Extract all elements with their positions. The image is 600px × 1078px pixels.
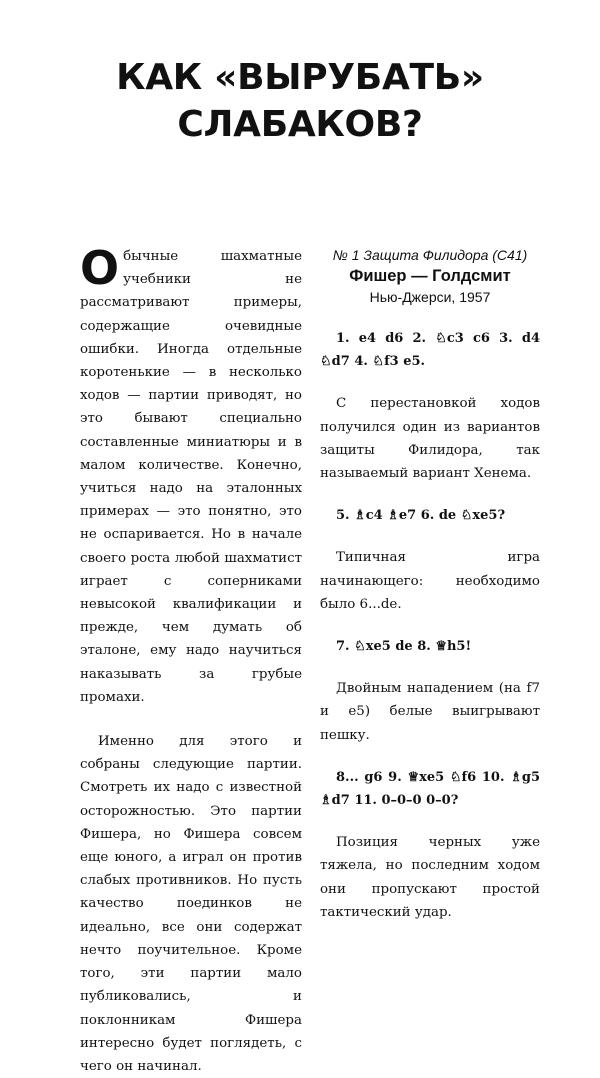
- game-opening: № 1 Защита Филидора (С41): [332, 247, 528, 263]
- chapter-title-line-1: КАК «ВЫРУБАТЬ»: [116, 57, 484, 98]
- moves-block-3: 7. ♘xe5 de 8. ♕h5!: [336, 639, 472, 655]
- game-header: [320, 245, 540, 307]
- comment-block-4: Позиция черных уже тяжела, но последним ходом они пропускают простой тактический удар.: [320, 835, 540, 920]
- game-place: Нью-Джерси, 1957: [369, 289, 491, 305]
- intro-column: [80, 241, 302, 1078]
- comment-block-3: Двойным нападением (на f7 и e5) белые выигрывают пешку.: [320, 681, 540, 743]
- game-column: [320, 245, 540, 924]
- game-players: Фишер — Голдсмит: [349, 267, 511, 285]
- chapter-title: [0, 54, 600, 148]
- intro-paragraph-2: Именно для этого и собраны следующие партии. Смотреть их надо с известной осторожностью. Это партии Фишера, но Фишера совсем еще юного, а играл он против слабых противников. Но пусть качество поединков не идеально, все они содержат нечто поучительное. Кроме того, эти партии мало публиковались, и поклонникам Фишера интересно будет поглядеть, с чего он начинал.: [80, 734, 302, 1074]
- moves-block-2: 5. ♗c4 ♗e7 6. de ♘xe5?: [336, 508, 506, 524]
- drop-cap: О: [80, 241, 120, 295]
- moves-block-4: 8... g6 9. ♕xe5 ♘f6 10. ♗g5 ♗d7 11. 0–0–0 0–0?: [320, 769, 540, 809]
- comment-block-2: Типичная игра начинающего: необходимо было 6...de.: [320, 550, 540, 612]
- chapter-title-line-2: СЛАБАКОВ?: [177, 104, 423, 145]
- comment-block-1: С перестановкой ходов получился один из вариантов защиты Филидора, так называемый вариант Хенема.: [320, 396, 540, 482]
- intro-paragraph-1-text: бычные шахматные учебники не рассматривают примеры, содержащие очевидные ошибки. Иногда отдельные коротенькие — в несколько ходов — партии приводят, но это бывают специально составленные миниатюры и в малом количестве. Конечно, учиться надо на эталонных примерах — это понятно, это не оспаривается. Но в начале своего роста любой шахматист играет с соперниками невысокой квалификации и прежде, чем думать об эталоне, ему надо научиться наказывать за грубые промахи.: [80, 249, 302, 705]
- moves-block-1: 1. e4 d6 2. ♘c3 c6 3. d4 ♘d7 4. ♘f3 e5.: [320, 331, 540, 370]
- intro-paragraph-1: [80, 241, 302, 709]
